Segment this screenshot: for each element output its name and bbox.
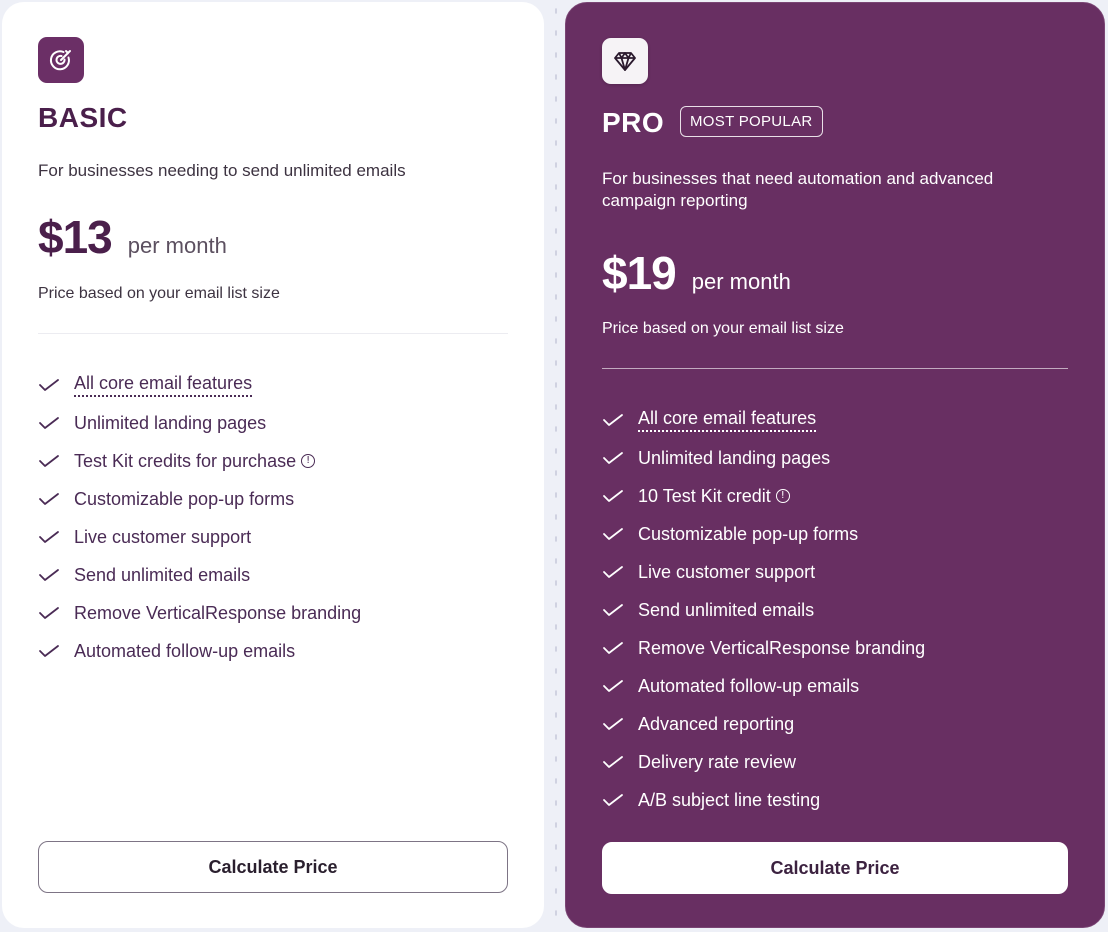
plan-description: For businesses needing to send unlimited emails xyxy=(38,161,406,180)
feature-item xyxy=(602,629,1068,667)
feature-label: Advanced reporting xyxy=(638,713,795,734)
feature-item xyxy=(38,480,508,518)
feature-label: 10 Test Kit credit xyxy=(638,485,771,506)
dot-divider xyxy=(552,0,560,932)
check-icon xyxy=(38,529,60,545)
check-icon xyxy=(602,602,624,618)
feature-label: Remove VerticalResponse branding xyxy=(74,602,362,623)
feature-label: Send unlimited emails xyxy=(638,599,815,620)
feature-item xyxy=(38,518,508,556)
calculate-price-button[interactable]: Calculate Price xyxy=(602,842,1068,894)
price-period: per month xyxy=(127,233,227,258)
divider xyxy=(38,333,508,334)
price-note: Price based on your email list size xyxy=(602,320,844,337)
feature-label[interactable]: All core email features xyxy=(74,373,252,397)
check-icon xyxy=(602,488,624,504)
feature-item xyxy=(602,401,1068,439)
feature-label: Customizable pop-up forms xyxy=(638,523,859,544)
check-icon xyxy=(602,564,624,580)
feature-list xyxy=(602,401,1068,819)
calculate-price-button[interactable]: Calculate Price xyxy=(38,841,508,893)
check-icon xyxy=(38,491,60,507)
feature-item xyxy=(602,515,1068,553)
check-icon xyxy=(38,605,60,621)
check-icon xyxy=(602,640,624,656)
price-period: per month xyxy=(691,269,791,294)
check-icon xyxy=(38,643,60,659)
price-amount: $13 xyxy=(38,211,112,263)
plan-card-pro xyxy=(565,2,1105,928)
check-icon xyxy=(602,716,624,732)
info-icon[interactable]: ! xyxy=(301,454,315,468)
feature-label: Automated follow-up emails xyxy=(74,640,296,661)
feature-label: Customizable pop-up forms xyxy=(74,488,295,509)
check-icon xyxy=(38,567,60,583)
most-popular-badge: MOST POPULAR xyxy=(680,106,823,137)
feature-item xyxy=(38,442,508,480)
check-icon xyxy=(38,453,60,469)
plan-name: BASIC xyxy=(38,102,128,133)
feature-label: Send unlimited emails xyxy=(74,564,251,585)
check-icon xyxy=(38,377,60,393)
plan-description: For businesses that need automation and advanced campaign reporting xyxy=(602,169,994,210)
feature-label: Automated follow-up emails xyxy=(638,675,860,696)
feature-label: Live customer support xyxy=(638,561,816,582)
feature-item xyxy=(602,553,1068,591)
feature-item xyxy=(602,477,1068,515)
divider xyxy=(602,368,1068,369)
feature-label: Remove VerticalResponse branding xyxy=(638,637,926,658)
feature-item xyxy=(602,591,1068,629)
feature-item xyxy=(38,632,508,670)
feature-item xyxy=(38,556,508,594)
feature-label: Unlimited landing pages xyxy=(638,447,831,468)
check-icon xyxy=(602,792,624,808)
feature-item xyxy=(602,667,1068,705)
feature-item xyxy=(602,705,1068,743)
feature-item xyxy=(38,404,508,442)
plan-card-basic xyxy=(2,2,544,928)
check-icon xyxy=(602,450,624,466)
price-amount: $19 xyxy=(602,247,676,299)
feature-label[interactable]: All core email features xyxy=(638,408,816,432)
feature-label: A/B subject line testing xyxy=(638,789,821,810)
plan-name: PRO xyxy=(602,107,665,138)
price-note: Price based on your email list size xyxy=(38,285,280,302)
check-icon xyxy=(602,678,624,694)
feature-label: Test Kit credits for purchase xyxy=(74,450,297,471)
price-row xyxy=(602,246,791,300)
feature-label: Unlimited landing pages xyxy=(74,412,267,433)
feature-item xyxy=(38,594,508,632)
feature-item xyxy=(602,743,1068,781)
check-icon xyxy=(38,415,60,431)
feature-label: Live customer support xyxy=(74,526,252,547)
info-icon[interactable]: ! xyxy=(776,489,790,503)
feature-item xyxy=(602,439,1068,477)
diamond-icon xyxy=(602,38,648,84)
feature-label: Delivery rate review xyxy=(638,751,797,772)
feature-list xyxy=(38,366,508,670)
check-icon xyxy=(602,526,624,542)
feature-item xyxy=(602,781,1068,819)
price-row xyxy=(38,210,227,264)
check-icon xyxy=(602,412,624,428)
target-icon xyxy=(38,37,84,83)
check-icon xyxy=(602,754,624,770)
feature-item xyxy=(38,366,508,404)
